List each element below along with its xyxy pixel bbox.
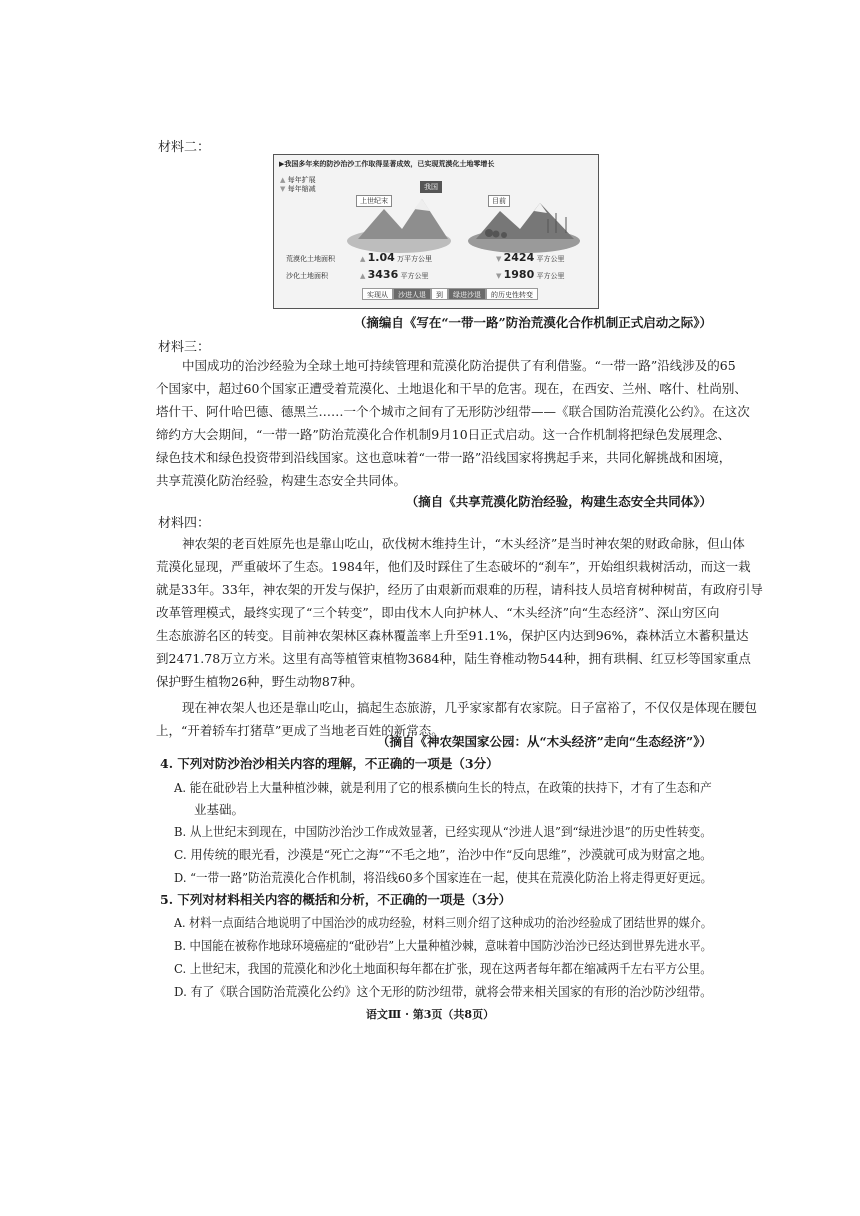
band-part-1: 实现从: [362, 288, 393, 300]
row2-left: ▲ 3436 平方公里: [360, 268, 429, 281]
q4-option-a: A. 能在砒砂岩上大量种植沙棘，就是利用了它的根系横向生长的特点，在政策的扶持下，才有了生态和产: [174, 780, 712, 795]
material2-source: （摘编自《写在“一带一路”防治荒漠化合作机制正式启动之际》）: [353, 315, 712, 330]
material4-line: 生态旅游名区的转变。目前神农架林区森林覆盖率上升至91.1%，保护区内达到96%，森林活立木蓄积量达: [156, 628, 749, 643]
figure-title: ▶我国多年来的防沙治沙工作取得显著成效，已实现荒漠化土地零增长: [279, 160, 495, 168]
band-part-3: 到: [431, 288, 448, 300]
material3-line: 缔约方大会期间，“一带一路”防治荒漠化合作机制9月10日正式启动。这一合作机制将把绿色发展理念、: [156, 427, 731, 442]
q4-option-a-cont: 业基础。: [194, 802, 245, 817]
material4-line: 神农架的老百姓原先也是靠山吃山，砍伐树木维持生计，“木头经济”是当时神农架的财政命脉，但山体: [182, 536, 745, 551]
q5-option-b: B. 中国能在被称作地球环境癌症的“砒砂岩”上大量种植沙棘，意味着中国防沙治沙已经达到世界先进水平。: [174, 938, 712, 953]
material4-line: 现在神农架人也还是靠山吃山，搞起生态旅游，几乎家家都有农家院。日子富裕了，不仅仅是体现在腰包: [182, 700, 758, 715]
band-part-5: 的历史性转变: [486, 288, 538, 300]
material4-line: 就是33年。33年，神农架的开发与保护，经历了由艰新而艰难的历程，请科技人员培育树种树苗，有政府引导: [156, 582, 763, 597]
material3-source: （摘自《共享荒漠化防治经验，构建生态安全共同体》）: [405, 494, 712, 509]
material3-heading: 材料三：: [158, 340, 211, 355]
down-arrow-icon: ▼: [280, 185, 286, 193]
material4-heading: 材料四：: [158, 516, 211, 531]
material3-line: 绿色技术和绿色投资带到沿线国家。这也意味着“一带一路”沿线国家将携起手来，共同化解挑战和困境，: [156, 450, 732, 465]
up-arrow-icon: ▲: [280, 176, 286, 184]
q4-option-d: D. “一带一路”防治荒漠化合作机制，将沿线60多个国家连在一起，使其在荒漠化防治上将走得更好更远。: [174, 870, 713, 885]
material3-line: 塔什干、阿什哈巴德、德黑兰……一个个城市之间有了无形防沙纽带——《联合国防治荒漠化公约》。在这次: [156, 404, 750, 419]
material4-line: 保护野生植物26种，野生动物87种。: [156, 674, 363, 689]
row2-right: ▼ 1980 平方公里: [496, 268, 565, 281]
material4-line: 上，“开着轿车打猪草”更成了当地老百姓的新常态。: [156, 723, 444, 738]
q5-option-d: D. 有了《联合国防治荒漠化公约》这个无形的防沙纽带，就将会带来相关国家的有形的治沙防沙纽带。: [174, 984, 713, 999]
band-part-2: 沙进人退: [393, 288, 431, 300]
q4-option-b: B. 从上世纪末到现在，中国防沙治沙工作成效显著，已经实现从“沙进人退”到“绿进沙退”的历史性转变。: [174, 824, 712, 839]
down-arrow-icon: ▼: [496, 272, 502, 280]
infographic-figure: [273, 154, 599, 309]
transition-band: [362, 288, 538, 300]
right-period-label: 目前: [488, 195, 510, 207]
country-label: 我国: [420, 181, 442, 193]
material3-body: [156, 354, 750, 492]
legend-expand: ▲ 每年扩展: [280, 176, 316, 184]
band-part-4: 绿进沙退: [448, 288, 486, 300]
material4-body: [156, 532, 763, 742]
row1-right: ▼ 2424 平方公里: [496, 251, 565, 264]
material4-line: 荒漠化显现，严重破坏了生态。1984年，他们及时踩住了生态破坏的“刹车”，开始组织栽树活动，而这一栽: [156, 559, 751, 574]
row1-label: 荒漠化土地面积: [286, 255, 335, 263]
question-5-stem: 5. 下列对材料相关内容的概括和分析，不正确的一项是（3分）: [160, 892, 512, 907]
left-period-label: 上世纪末: [356, 195, 392, 207]
page-footer: 语文Ⅲ · 第3页（共8页）: [365, 1008, 495, 1021]
down-arrow-icon: ▼: [496, 255, 502, 263]
q5-option-a: A. 材料一点面结合地说明了中国治沙的成功经验，材料三则介绍了这种成功的治沙经验成了团结世界的媒介。: [174, 915, 712, 930]
question-4-stem: 4. 下列对防沙治沙相关内容的理解，不正确的一项是（3分）: [160, 756, 499, 771]
up-arrow-icon: ▲: [360, 272, 366, 280]
q4-option-c: C. 用传统的眼光看，沙漠是“死亡之海”“不毛之地”，治沙中作“反向思维”，沙漠就可成为财富之地。: [174, 847, 713, 862]
material3-line: 共享荒漠化防治经验，构建生态安全共同体。: [156, 473, 407, 488]
material4-source: （摘自《神农架国家公园：从“木头经济”走向“生态经济”》）: [376, 734, 712, 749]
material2-heading: 材料二：: [158, 140, 211, 155]
material3-line: 中国成功的治沙经验为全球土地可持续管理和荒漠化防治提供了有利借鉴。“一带一路”沿线涉及的65: [182, 358, 736, 373]
row2-label: 沙化土地面积: [286, 272, 328, 280]
material4-line: 改革管理模式，最终实现了“三个转变”，即由伐木人向护林人、“木头经济”向“生态经济”、深山穷区向: [156, 605, 720, 620]
material3-line: 个国家中，超过60个国家正遭受着荒漠化、土地退化和干旱的危害。现在，在西安、兰州、喀什、杜尚别、: [156, 381, 747, 396]
q5-option-c: C. 上世纪末，我国的荒漠化和沙化土地面积每年都在扩张，现在这两者每年都在缩减两千左右平方公里。: [174, 961, 712, 976]
row1-left: ▲ 1.04 万平方公里: [360, 251, 432, 264]
legend-reduce: ▼ 每年缩减: [280, 185, 316, 193]
material4-line: 到2471.78万立方米。这里有高等植管束植物3684种，陆生脊椎动物544种，拥有珙桐、红豆杉等国家重点: [156, 651, 751, 666]
up-arrow-icon: ▲: [360, 255, 366, 263]
